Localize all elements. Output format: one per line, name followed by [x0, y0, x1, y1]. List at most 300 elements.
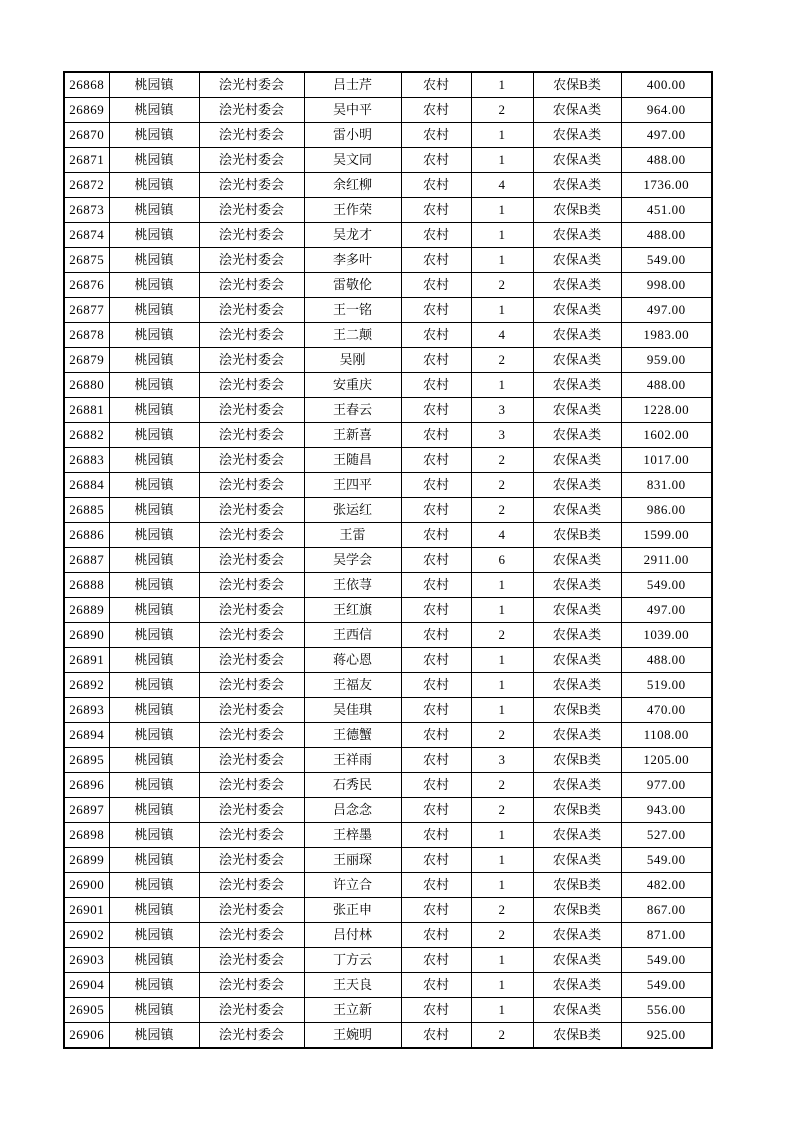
table-row	[64, 873, 712, 898]
cell-person-count: 4	[471, 523, 533, 548]
cell-amount: 943.00	[621, 798, 712, 823]
cell-serial-number: 26877	[64, 298, 109, 323]
cell-insurance-category: 农保A类	[533, 998, 621, 1023]
cell-town: 桃园镇	[109, 548, 199, 573]
cell-serial-number: 26868	[64, 72, 109, 98]
cell-person-name: 许立合	[304, 873, 401, 898]
cell-residence-type: 农村	[401, 473, 471, 498]
cell-town: 桃园镇	[109, 473, 199, 498]
cell-person-count: 3	[471, 748, 533, 773]
table-row	[64, 923, 712, 948]
cell-amount: 488.00	[621, 223, 712, 248]
cell-village-committee: 浍光村委会	[199, 548, 304, 573]
cell-amount: 549.00	[621, 848, 712, 873]
cell-village-committee: 浍光村委会	[199, 148, 304, 173]
cell-residence-type: 农村	[401, 998, 471, 1023]
cell-person-count: 1	[471, 573, 533, 598]
cell-residence-type: 农村	[401, 373, 471, 398]
cell-serial-number: 26887	[64, 548, 109, 573]
cell-residence-type: 农村	[401, 423, 471, 448]
cell-insurance-category: 农保A类	[533, 448, 621, 473]
cell-amount: 2911.00	[621, 548, 712, 573]
table-row	[64, 1023, 712, 1049]
cell-village-committee: 浍光村委会	[199, 623, 304, 648]
cell-person-count: 3	[471, 398, 533, 423]
cell-amount: 497.00	[621, 598, 712, 623]
cell-person-count: 2	[471, 348, 533, 373]
cell-village-committee: 浍光村委会	[199, 673, 304, 698]
cell-amount: 549.00	[621, 573, 712, 598]
table-row	[64, 523, 712, 548]
cell-serial-number: 26900	[64, 873, 109, 898]
table-row	[64, 72, 712, 98]
cell-town: 桃园镇	[109, 998, 199, 1023]
cell-person-count: 1	[471, 248, 533, 273]
cell-person-count: 1	[471, 148, 533, 173]
cell-village-committee: 浍光村委会	[199, 473, 304, 498]
cell-serial-number: 26884	[64, 473, 109, 498]
cell-person-count: 1	[471, 598, 533, 623]
cell-person-count: 2	[471, 498, 533, 523]
cell-person-count: 1	[471, 973, 533, 998]
cell-person-name: 王德蟹	[304, 723, 401, 748]
cell-amount: 482.00	[621, 873, 712, 898]
cell-person-count: 6	[471, 548, 533, 573]
cell-serial-number: 26886	[64, 523, 109, 548]
table-row	[64, 748, 712, 773]
cell-village-committee: 浍光村委会	[199, 448, 304, 473]
cell-person-count: 1	[471, 648, 533, 673]
cell-residence-type: 农村	[401, 1023, 471, 1049]
cell-person-name: 吕士芹	[304, 72, 401, 98]
cell-residence-type: 农村	[401, 873, 471, 898]
cell-insurance-category: 农保A类	[533, 373, 621, 398]
table-row	[64, 423, 712, 448]
cell-residence-type: 农村	[401, 973, 471, 998]
cell-village-committee: 浍光村委会	[199, 373, 304, 398]
cell-town: 桃园镇	[109, 973, 199, 998]
cell-insurance-category: 农保A类	[533, 623, 621, 648]
cell-residence-type: 农村	[401, 523, 471, 548]
cell-person-count: 2	[471, 723, 533, 748]
cell-person-name: 王立新	[304, 998, 401, 1023]
cell-insurance-category: 农保A类	[533, 548, 621, 573]
cell-amount: 556.00	[621, 998, 712, 1023]
cell-town: 桃园镇	[109, 72, 199, 98]
table-row	[64, 298, 712, 323]
cell-village-committee: 浍光村委会	[199, 698, 304, 723]
cell-amount: 1599.00	[621, 523, 712, 548]
cell-insurance-category: 农保A类	[533, 473, 621, 498]
cell-amount: 1736.00	[621, 173, 712, 198]
cell-village-committee: 浍光村委会	[199, 248, 304, 273]
cell-amount: 867.00	[621, 898, 712, 923]
cell-residence-type: 农村	[401, 723, 471, 748]
cell-person-count: 2	[471, 798, 533, 823]
cell-insurance-category: 农保B类	[533, 798, 621, 823]
cell-amount: 1017.00	[621, 448, 712, 473]
cell-residence-type: 农村	[401, 398, 471, 423]
table-row	[64, 648, 712, 673]
cell-person-name: 蒋心恩	[304, 648, 401, 673]
cell-insurance-category: 农保A类	[533, 498, 621, 523]
cell-insurance-category: 农保B类	[533, 72, 621, 98]
cell-residence-type: 农村	[401, 198, 471, 223]
cell-insurance-category: 农保A类	[533, 148, 621, 173]
cell-insurance-category: 农保A类	[533, 423, 621, 448]
cell-amount: 519.00	[621, 673, 712, 698]
cell-person-name: 王春云	[304, 398, 401, 423]
cell-village-committee: 浍光村委会	[199, 98, 304, 123]
cell-person-name: 王随昌	[304, 448, 401, 473]
table-row	[64, 173, 712, 198]
cell-town: 桃园镇	[109, 273, 199, 298]
cell-person-count: 1	[471, 848, 533, 873]
table-row	[64, 998, 712, 1023]
cell-insurance-category: 农保A类	[533, 273, 621, 298]
cell-insurance-category: 农保A类	[533, 923, 621, 948]
cell-village-committee: 浍光村委会	[199, 398, 304, 423]
cell-person-name: 吕念念	[304, 798, 401, 823]
cell-serial-number: 26905	[64, 998, 109, 1023]
cell-amount: 1983.00	[621, 323, 712, 348]
cell-insurance-category: 农保A类	[533, 323, 621, 348]
cell-person-name: 王依荨	[304, 573, 401, 598]
table-row	[64, 98, 712, 123]
cell-serial-number: 26869	[64, 98, 109, 123]
cell-person-count: 1	[471, 948, 533, 973]
cell-insurance-category: 农保A类	[533, 823, 621, 848]
table-row	[64, 473, 712, 498]
table-row	[64, 373, 712, 398]
cell-amount: 549.00	[621, 948, 712, 973]
cell-serial-number: 26883	[64, 448, 109, 473]
cell-person-name: 吴佳琪	[304, 698, 401, 723]
cell-insurance-category: 农保A类	[533, 223, 621, 248]
cell-person-name: 王西信	[304, 623, 401, 648]
cell-person-name: 王二颠	[304, 323, 401, 348]
cell-serial-number: 26898	[64, 823, 109, 848]
cell-amount: 488.00	[621, 373, 712, 398]
table-body	[64, 72, 712, 1048]
cell-village-committee: 浍光村委会	[199, 973, 304, 998]
cell-town: 桃园镇	[109, 398, 199, 423]
cell-serial-number: 26888	[64, 573, 109, 598]
cell-person-name: 王祥雨	[304, 748, 401, 773]
cell-serial-number: 26895	[64, 748, 109, 773]
cell-person-name: 吴刚	[304, 348, 401, 373]
cell-town: 桃园镇	[109, 373, 199, 398]
cell-person-count: 1	[471, 223, 533, 248]
cell-residence-type: 农村	[401, 773, 471, 798]
cell-amount: 470.00	[621, 698, 712, 723]
cell-serial-number: 26885	[64, 498, 109, 523]
cell-amount: 549.00	[621, 973, 712, 998]
cell-village-committee: 浍光村委会	[199, 998, 304, 1023]
cell-village-committee: 浍光村委会	[199, 223, 304, 248]
cell-residence-type: 农村	[401, 848, 471, 873]
cell-person-name: 王梓墨	[304, 823, 401, 848]
cell-person-count: 2	[471, 473, 533, 498]
cell-village-committee: 浍光村委会	[199, 1023, 304, 1049]
cell-insurance-category: 农保A类	[533, 723, 621, 748]
cell-town: 桃园镇	[109, 323, 199, 348]
cell-person-count: 1	[471, 673, 533, 698]
cell-insurance-category: 农保A类	[533, 648, 621, 673]
cell-person-count: 1	[471, 873, 533, 898]
cell-residence-type: 农村	[401, 448, 471, 473]
cell-amount: 1205.00	[621, 748, 712, 773]
cell-person-name: 吴文同	[304, 148, 401, 173]
cell-residence-type: 农村	[401, 798, 471, 823]
cell-village-committee: 浍光村委会	[199, 873, 304, 898]
cell-village-committee: 浍光村委会	[199, 598, 304, 623]
table-row	[64, 198, 712, 223]
cell-amount: 959.00	[621, 348, 712, 373]
cell-person-count: 2	[471, 1023, 533, 1049]
cell-village-committee: 浍光村委会	[199, 298, 304, 323]
cell-person-count: 1	[471, 698, 533, 723]
cell-village-committee: 浍光村委会	[199, 823, 304, 848]
cell-insurance-category: 农保A类	[533, 173, 621, 198]
cell-serial-number: 26882	[64, 423, 109, 448]
cell-village-committee: 浍光村委会	[199, 573, 304, 598]
table-row	[64, 323, 712, 348]
table-row	[64, 148, 712, 173]
cell-insurance-category: 农保B类	[533, 898, 621, 923]
cell-residence-type: 农村	[401, 898, 471, 923]
cell-insurance-category: 农保A类	[533, 298, 621, 323]
table-row	[64, 673, 712, 698]
cell-serial-number: 26875	[64, 248, 109, 273]
cell-insurance-category: 农保A类	[533, 398, 621, 423]
cell-serial-number: 26906	[64, 1023, 109, 1049]
table-row	[64, 123, 712, 148]
cell-village-committee: 浍光村委会	[199, 198, 304, 223]
cell-insurance-category: 农保A类	[533, 773, 621, 798]
cell-residence-type: 农村	[401, 348, 471, 373]
cell-insurance-category: 农保B类	[533, 198, 621, 223]
cell-serial-number: 26878	[64, 323, 109, 348]
cell-serial-number: 26896	[64, 773, 109, 798]
cell-town: 桃园镇	[109, 923, 199, 948]
cell-person-count: 1	[471, 998, 533, 1023]
cell-village-committee: 浍光村委会	[199, 348, 304, 373]
cell-town: 桃园镇	[109, 173, 199, 198]
cell-serial-number: 26903	[64, 948, 109, 973]
cell-town: 桃园镇	[109, 148, 199, 173]
cell-town: 桃园镇	[109, 798, 199, 823]
cell-town: 桃园镇	[109, 623, 199, 648]
cell-serial-number: 26879	[64, 348, 109, 373]
table-row	[64, 548, 712, 573]
cell-town: 桃园镇	[109, 498, 199, 523]
cell-serial-number: 26872	[64, 173, 109, 198]
cell-person-name: 吴中平	[304, 98, 401, 123]
cell-amount: 1039.00	[621, 623, 712, 648]
cell-town: 桃园镇	[109, 573, 199, 598]
cell-insurance-category: 农保A类	[533, 598, 621, 623]
cell-town: 桃园镇	[109, 1023, 199, 1049]
cell-residence-type: 农村	[401, 573, 471, 598]
table-row	[64, 248, 712, 273]
cell-town: 桃园镇	[109, 698, 199, 723]
cell-person-name: 王红旗	[304, 598, 401, 623]
cell-town: 桃园镇	[109, 748, 199, 773]
cell-person-count: 2	[471, 923, 533, 948]
cell-person-name: 张运红	[304, 498, 401, 523]
cell-town: 桃园镇	[109, 648, 199, 673]
cell-residence-type: 农村	[401, 698, 471, 723]
cell-serial-number: 26893	[64, 698, 109, 723]
cell-person-count: 2	[471, 623, 533, 648]
cell-town: 桃园镇	[109, 948, 199, 973]
cell-amount: 925.00	[621, 1023, 712, 1049]
cell-serial-number: 26904	[64, 973, 109, 998]
cell-serial-number: 26873	[64, 198, 109, 223]
cell-person-name: 王福友	[304, 673, 401, 698]
cell-amount: 497.00	[621, 123, 712, 148]
cell-town: 桃园镇	[109, 223, 199, 248]
cell-serial-number: 26891	[64, 648, 109, 673]
cell-serial-number: 26892	[64, 673, 109, 698]
cell-person-count: 2	[471, 98, 533, 123]
cell-village-committee: 浍光村委会	[199, 648, 304, 673]
cell-residence-type: 农村	[401, 648, 471, 673]
cell-person-name: 吕付林	[304, 923, 401, 948]
cell-residence-type: 农村	[401, 72, 471, 98]
cell-village-committee: 浍光村委会	[199, 948, 304, 973]
cell-town: 桃园镇	[109, 298, 199, 323]
cell-insurance-category: 农保A类	[533, 848, 621, 873]
cell-insurance-category: 农保B类	[533, 698, 621, 723]
cell-town: 桃园镇	[109, 898, 199, 923]
cell-village-committee: 浍光村委会	[199, 173, 304, 198]
table-row	[64, 773, 712, 798]
cell-person-name: 王四平	[304, 473, 401, 498]
cell-person-count: 1	[471, 298, 533, 323]
cell-residence-type: 农村	[401, 323, 471, 348]
cell-person-count: 4	[471, 323, 533, 348]
cell-residence-type: 农村	[401, 273, 471, 298]
cell-residence-type: 农村	[401, 248, 471, 273]
cell-person-count: 1	[471, 373, 533, 398]
cell-person-name: 石秀民	[304, 773, 401, 798]
cell-person-name: 安重庆	[304, 373, 401, 398]
cell-serial-number: 26899	[64, 848, 109, 873]
cell-person-name: 张正申	[304, 898, 401, 923]
table-row	[64, 698, 712, 723]
cell-serial-number: 26901	[64, 898, 109, 923]
cell-person-count: 3	[471, 423, 533, 448]
cell-insurance-category: 农保B类	[533, 523, 621, 548]
cell-person-count: 2	[471, 898, 533, 923]
cell-person-count: 2	[471, 773, 533, 798]
cell-village-committee: 浍光村委会	[199, 748, 304, 773]
cell-person-name: 王丽琛	[304, 848, 401, 873]
cell-serial-number: 26897	[64, 798, 109, 823]
cell-town: 桃园镇	[109, 198, 199, 223]
cell-person-name: 吴学会	[304, 548, 401, 573]
cell-serial-number: 26871	[64, 148, 109, 173]
cell-village-committee: 浍光村委会	[199, 323, 304, 348]
cell-amount: 1602.00	[621, 423, 712, 448]
cell-residence-type: 农村	[401, 498, 471, 523]
cell-serial-number: 26876	[64, 273, 109, 298]
cell-serial-number: 26890	[64, 623, 109, 648]
cell-amount: 1228.00	[621, 398, 712, 423]
table-row	[64, 898, 712, 923]
cell-insurance-category: 农保A类	[533, 98, 621, 123]
cell-town: 桃园镇	[109, 123, 199, 148]
cell-serial-number: 26880	[64, 373, 109, 398]
cell-residence-type: 农村	[401, 948, 471, 973]
cell-amount: 998.00	[621, 273, 712, 298]
cell-amount: 488.00	[621, 148, 712, 173]
cell-person-name: 李多叶	[304, 248, 401, 273]
cell-residence-type: 农村	[401, 173, 471, 198]
cell-village-committee: 浍光村委会	[199, 723, 304, 748]
cell-town: 桃园镇	[109, 773, 199, 798]
cell-residence-type: 农村	[401, 98, 471, 123]
table-row	[64, 973, 712, 998]
cell-residence-type: 农村	[401, 823, 471, 848]
cell-insurance-category: 农保A类	[533, 673, 621, 698]
cell-amount: 488.00	[621, 648, 712, 673]
cell-village-committee: 浍光村委会	[199, 72, 304, 98]
cell-amount: 831.00	[621, 473, 712, 498]
cell-village-committee: 浍光村委会	[199, 898, 304, 923]
cell-amount: 964.00	[621, 98, 712, 123]
cell-serial-number: 26894	[64, 723, 109, 748]
cell-town: 桃园镇	[109, 448, 199, 473]
cell-amount: 1108.00	[621, 723, 712, 748]
cell-residence-type: 农村	[401, 673, 471, 698]
cell-insurance-category: 农保A类	[533, 573, 621, 598]
cell-amount: 977.00	[621, 773, 712, 798]
cell-village-committee: 浍光村委会	[199, 523, 304, 548]
cell-town: 桃园镇	[109, 598, 199, 623]
cell-serial-number: 26870	[64, 123, 109, 148]
cell-amount: 871.00	[621, 923, 712, 948]
cell-village-committee: 浍光村委会	[199, 273, 304, 298]
table-row	[64, 798, 712, 823]
cell-village-committee: 浍光村委会	[199, 773, 304, 798]
cell-residence-type: 农村	[401, 598, 471, 623]
cell-person-count: 2	[471, 273, 533, 298]
table-row	[64, 273, 712, 298]
cell-person-name: 雷小明	[304, 123, 401, 148]
cell-town: 桃园镇	[109, 823, 199, 848]
cell-person-name: 王一铭	[304, 298, 401, 323]
cell-village-committee: 浍光村委会	[199, 923, 304, 948]
cell-serial-number: 26889	[64, 598, 109, 623]
cell-amount: 986.00	[621, 498, 712, 523]
table-row	[64, 348, 712, 373]
cell-residence-type: 农村	[401, 923, 471, 948]
cell-residence-type: 农村	[401, 223, 471, 248]
cell-person-count: 1	[471, 198, 533, 223]
cell-town: 桃园镇	[109, 348, 199, 373]
cell-amount: 527.00	[621, 823, 712, 848]
table-row	[64, 848, 712, 873]
cell-town: 桃园镇	[109, 873, 199, 898]
cell-amount: 451.00	[621, 198, 712, 223]
cell-serial-number: 26902	[64, 923, 109, 948]
cell-serial-number: 26874	[64, 223, 109, 248]
cell-village-committee: 浍光村委会	[199, 123, 304, 148]
cell-insurance-category: 农保B类	[533, 873, 621, 898]
